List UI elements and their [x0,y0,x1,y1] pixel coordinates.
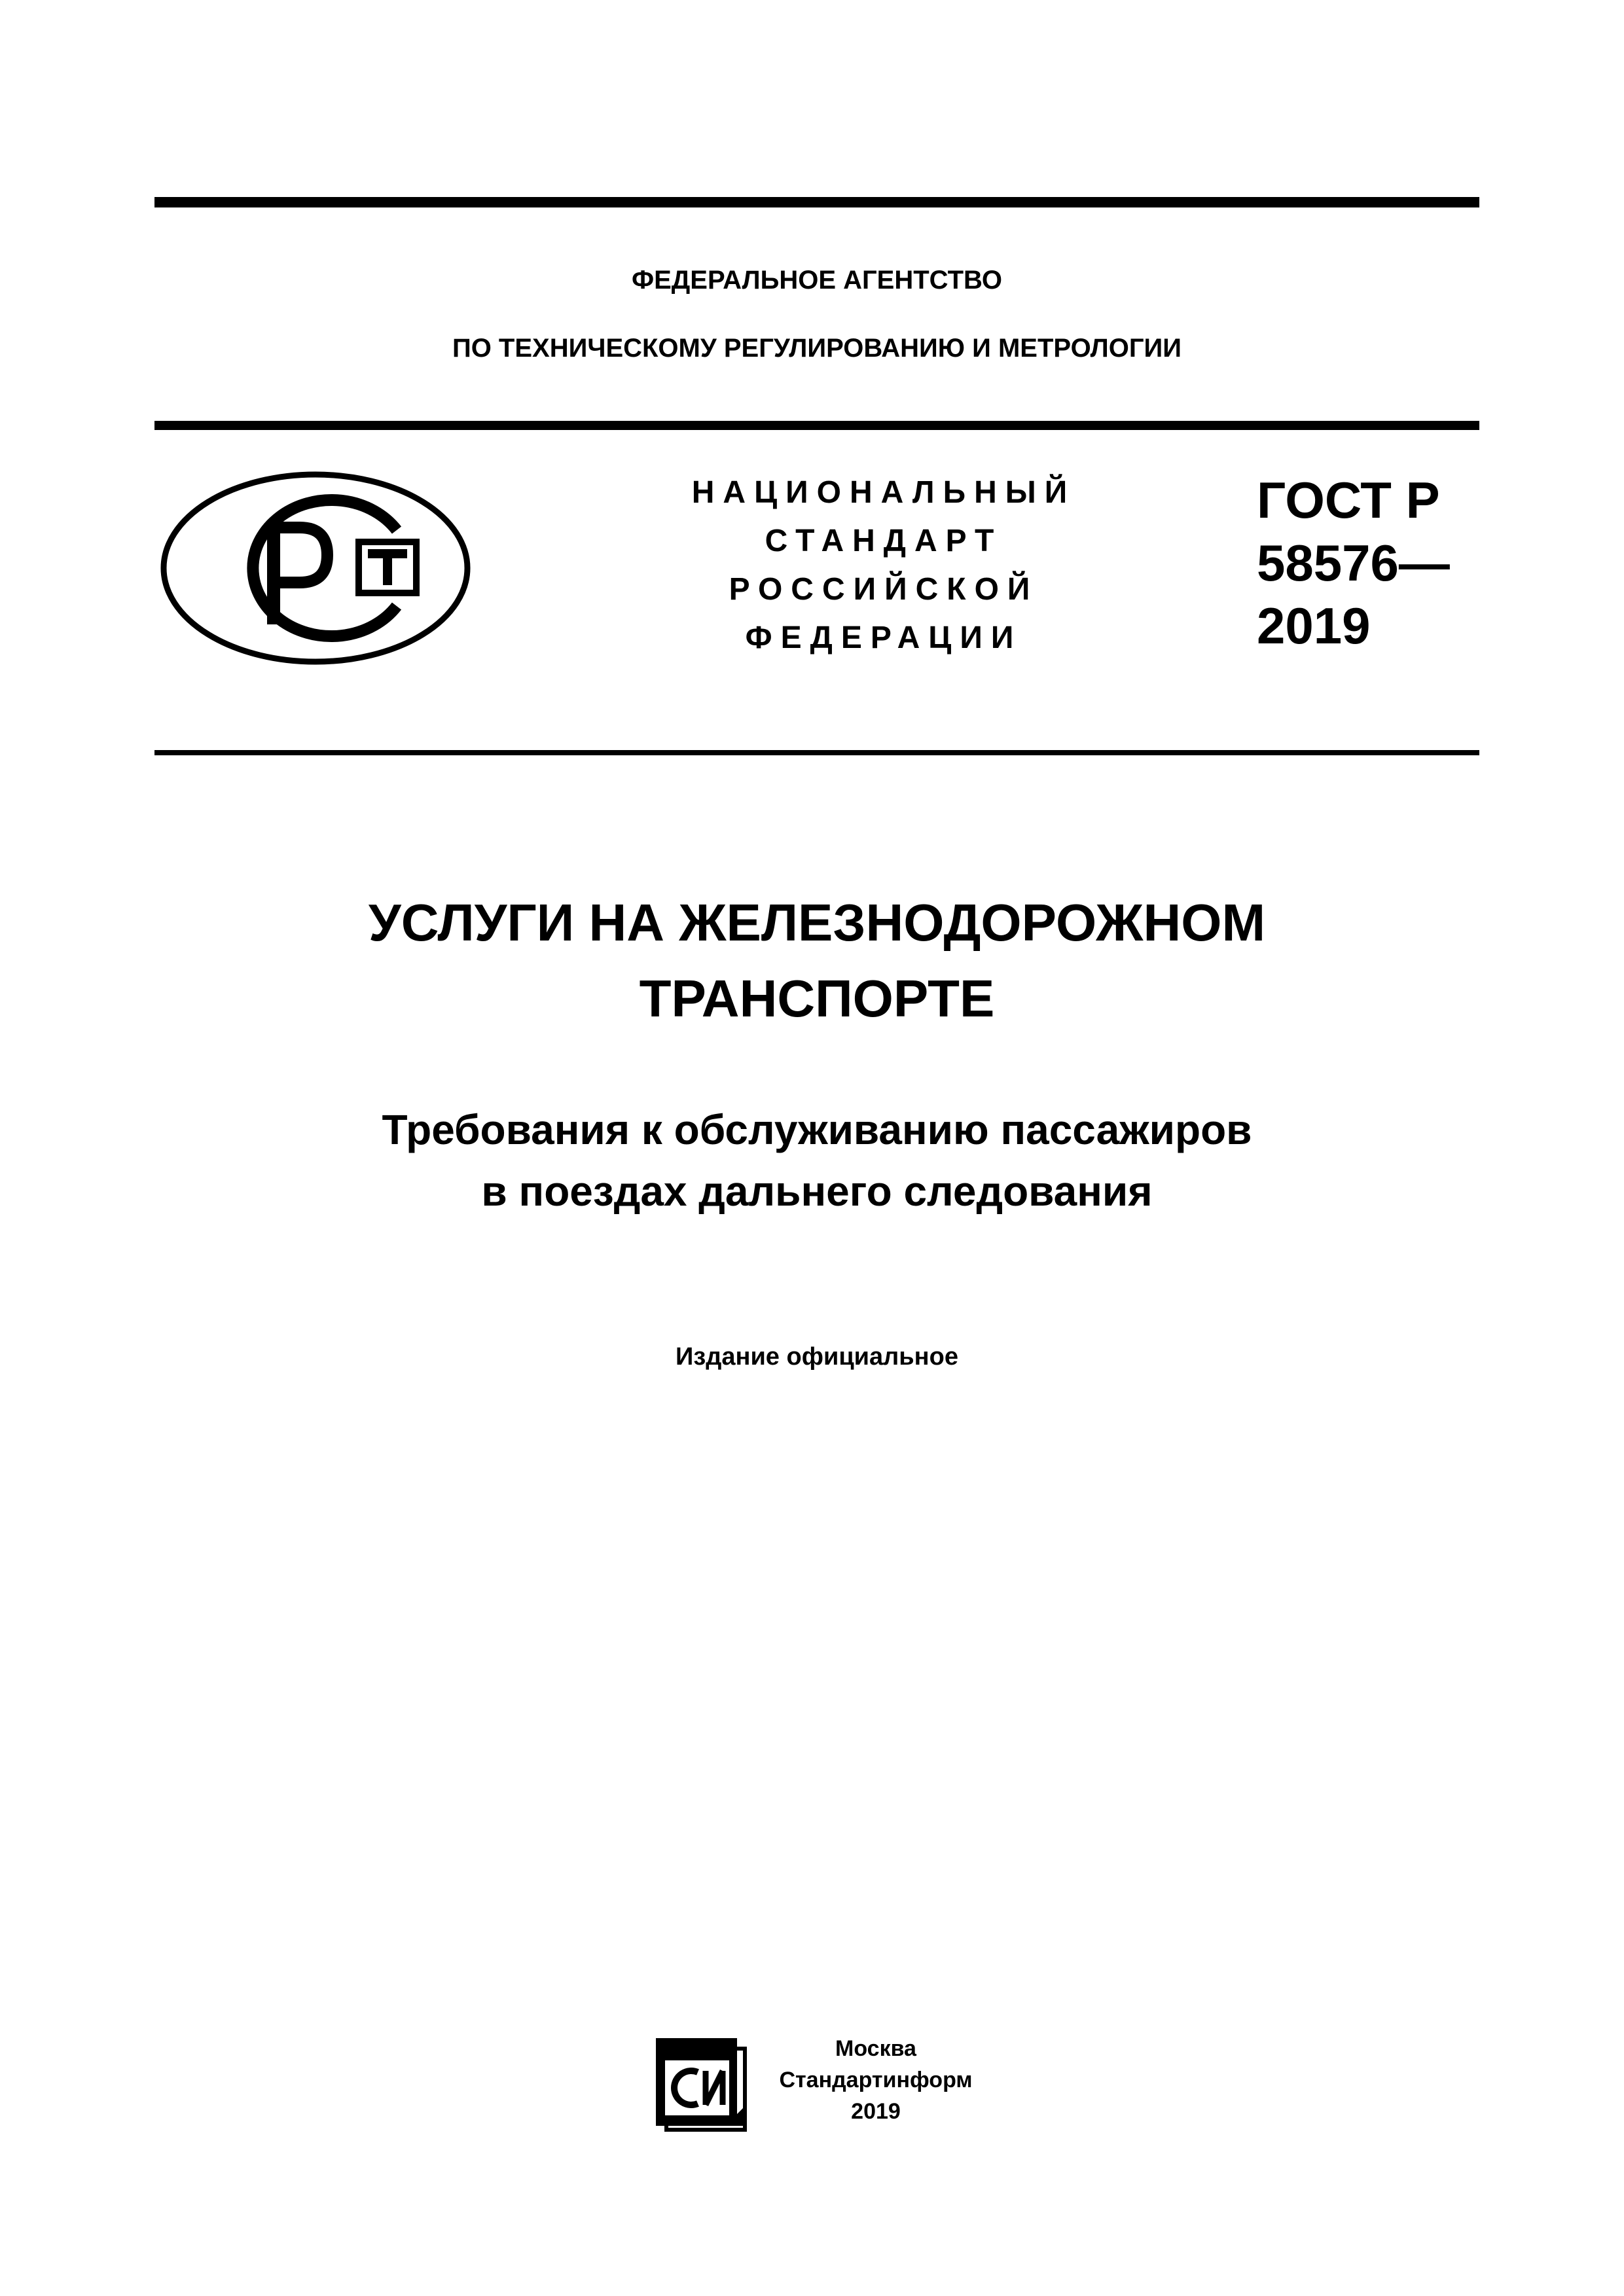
standartinform-logo-icon [652,2034,749,2134]
national-standard-label [589,469,1178,662]
document-subtitle-line-1: Требования к обслуживанию пассажиров [382,1106,1252,1153]
publisher-city: Москва [835,2036,916,2061]
publisher-year: 2019 [851,2099,901,2124]
national-standard-line-2: СТАНДАРТ [765,524,1003,558]
national-standard-line-3: РОССИЙСКОЙ [729,572,1039,607]
middle-thick-rule [154,421,1479,430]
top-thick-rule [154,197,1479,207]
agency-name-line-1: ФЕДЕРАЛЬНОЕ АГЕНТСТВО [631,266,1003,295]
document-title-line-2: ТРАНСПОРТЕ [639,969,995,1028]
bottom-thin-rule [154,750,1479,755]
agency-name-line-2: ПО ТЕХНИЧЕСКОМУ РЕГУЛИРОВАНИЮ И МЕТРОЛОГИИ [452,334,1182,363]
publisher-name: Стандартинформ [779,2068,973,2092]
document-subtitle-line-2: в поездах дальнего следования [481,1168,1153,1215]
national-standard-line-1: НАЦИОНАЛЬНЫЙ [691,475,1076,510]
edition-label: Издание официальное [676,1343,958,1371]
standard-number [1257,469,1492,657]
standard-number-prefix: ГОСТ Р [1257,471,1440,529]
national-standard-line-4: ФЕДЕРАЦИИ [745,620,1022,655]
gost-r-logo-icon [160,470,471,666]
publisher-block [765,2033,987,2127]
document-title-line-1: УСЛУГИ НА ЖЕЛЕЗНОДОРОЖНОМ [368,893,1266,952]
standard-number-year: 2019 [1257,597,1371,655]
standard-number-code: 58576— [1257,534,1450,592]
